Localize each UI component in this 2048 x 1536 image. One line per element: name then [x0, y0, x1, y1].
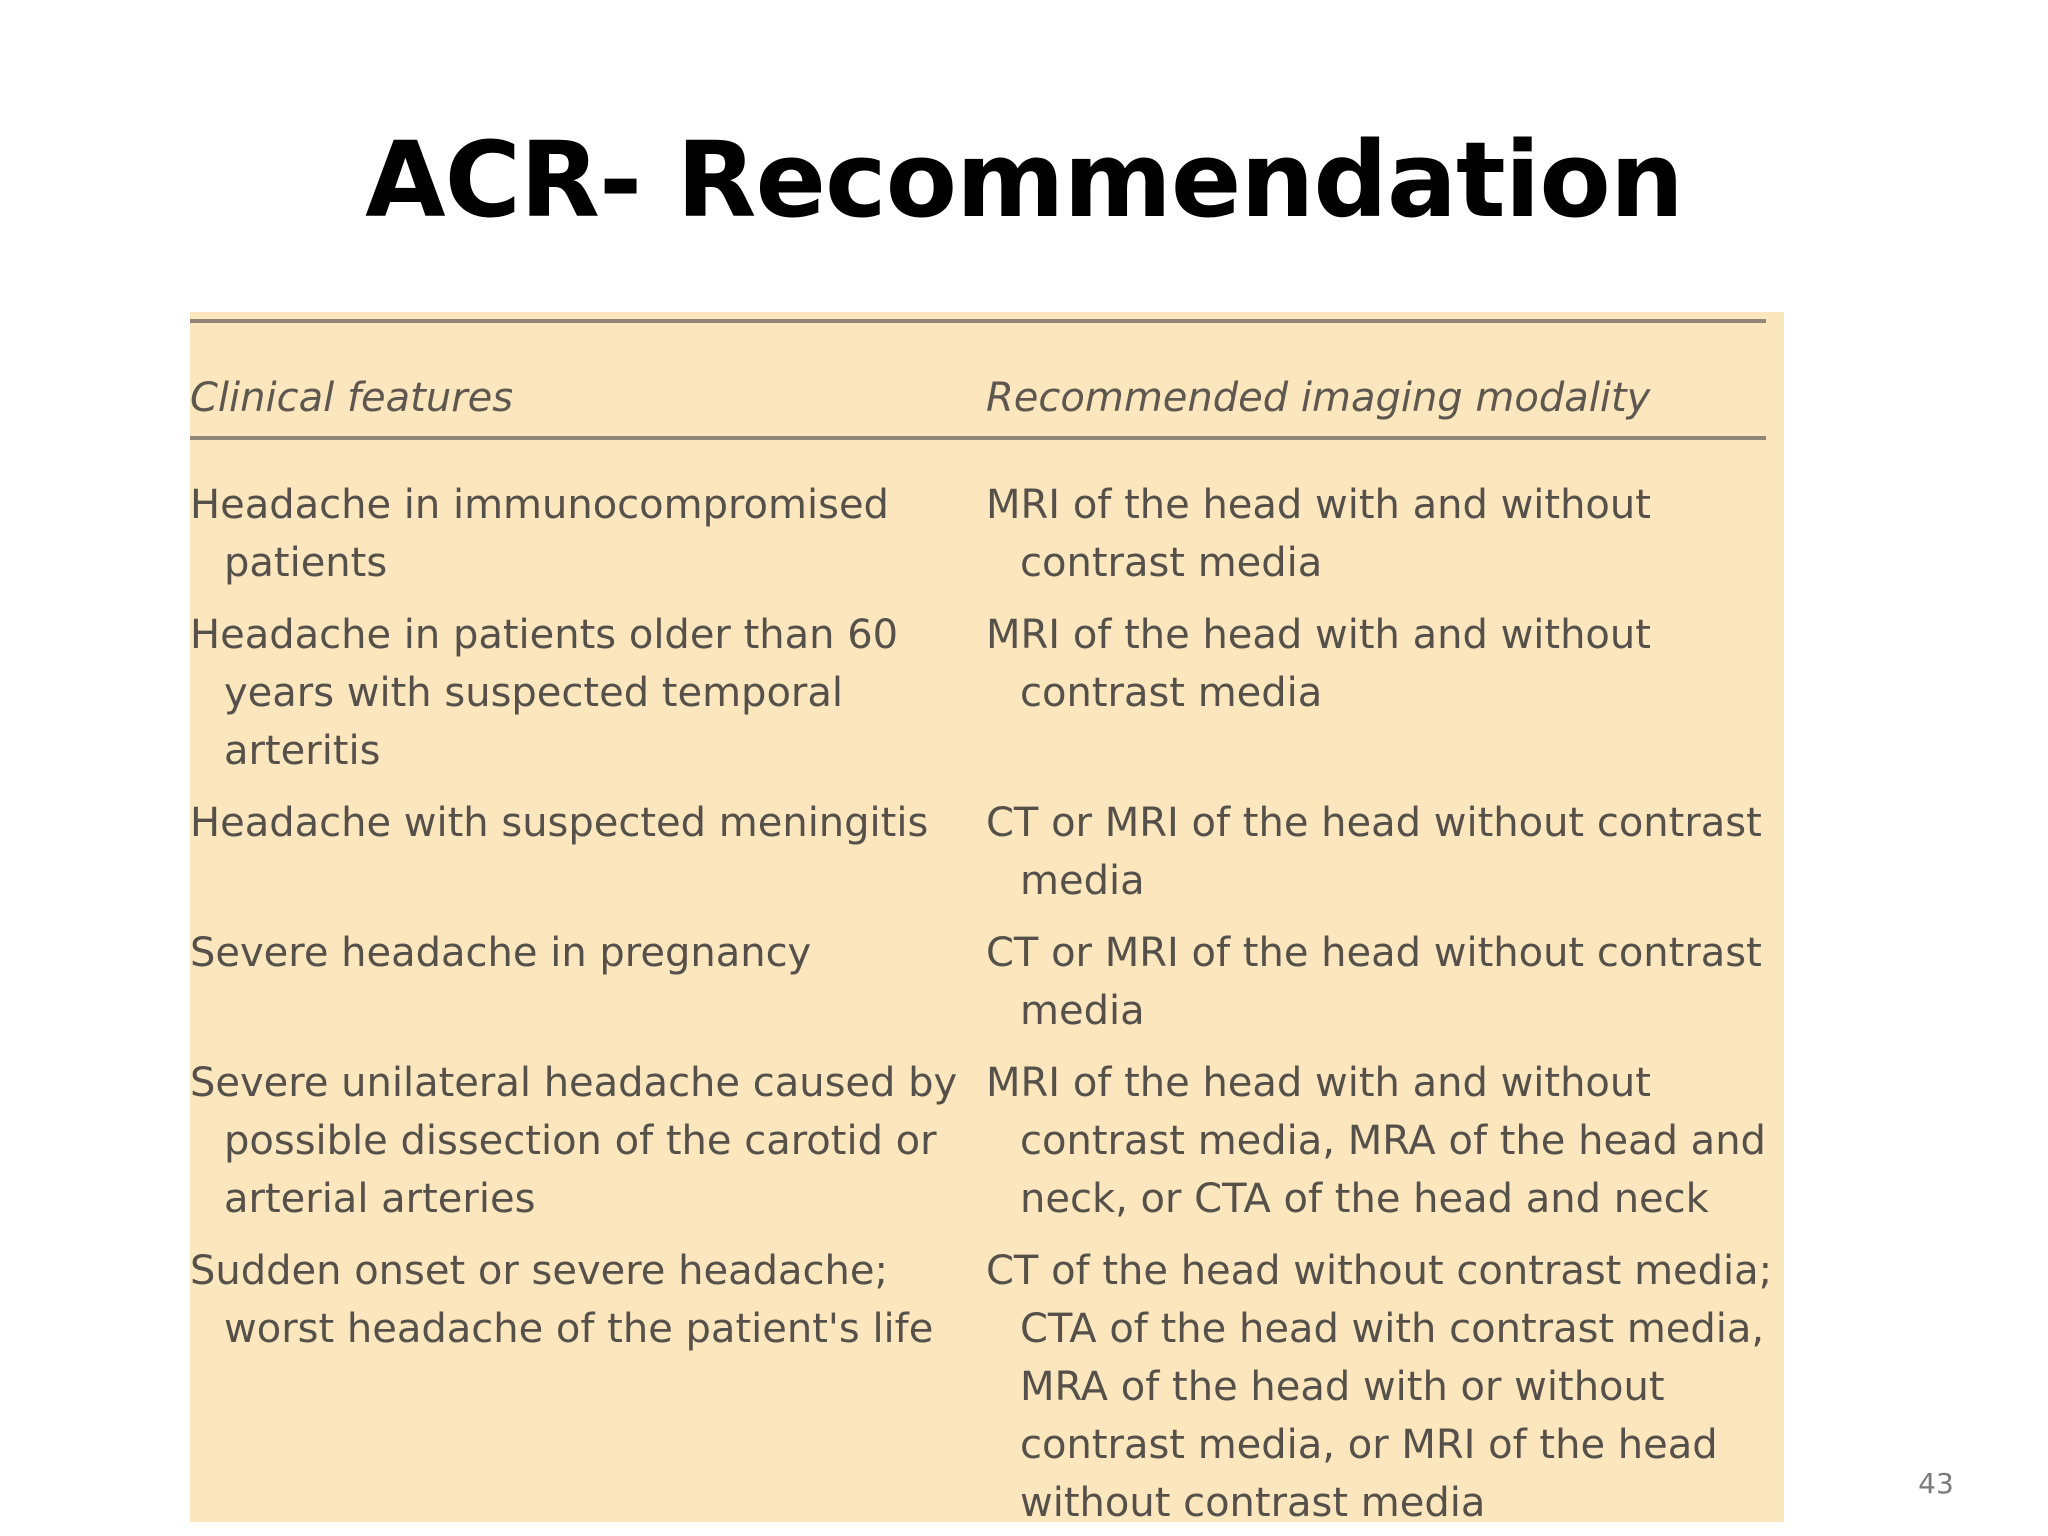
clinical-feature-cell: Headache in immunocompromised patients — [190, 482, 889, 586]
imaging-modality-cell: CT or MRI of the head without contrast media — [986, 930, 1762, 1034]
table-header-rule — [190, 436, 1766, 440]
clinical-feature-cell: Headache in patients older than 60 years with suspected temporal arteritis — [190, 612, 899, 774]
slide-title: ACR- Recommendation — [365, 119, 1683, 241]
imaging-modality-cell: MRI of the head with and without contrast media — [986, 612, 1651, 716]
imaging-modality-cell: MRI of the head with and without contrast media — [986, 482, 1651, 586]
table-top-rule — [190, 319, 1766, 323]
clinical-feature-cell: Headache with suspected meningitis — [190, 800, 929, 846]
imaging-modality-cell: CT or MRI of the head without contrast media — [986, 800, 1762, 904]
imaging-modality-cell: CT of the head without contrast media; CTA of the head with contrast media, MRA of the head with or without contrast media, or MRI of the head without contrast media — [986, 1248, 1773, 1522]
clinical-feature-cell: Sudden onset or severe headache; worst headache of the patient's life — [190, 1248, 934, 1352]
recommendation-table — [190, 312, 1784, 1522]
page-number: 43 — [1918, 1467, 1954, 1500]
header-imaging-modality: Recommended imaging modality — [986, 375, 1651, 421]
clinical-feature-cell: Severe unilateral headache caused by possible dissection of the carotid or arterial arteries — [190, 1060, 958, 1222]
clinical-feature-cell: Severe headache in pregnancy — [190, 930, 812, 976]
header-clinical-features: Clinical features — [190, 375, 514, 421]
imaging-modality-cell: MRI of the head with and without contrast media, MRA of the head and neck, or CTA of the head and neck — [986, 1060, 1766, 1222]
